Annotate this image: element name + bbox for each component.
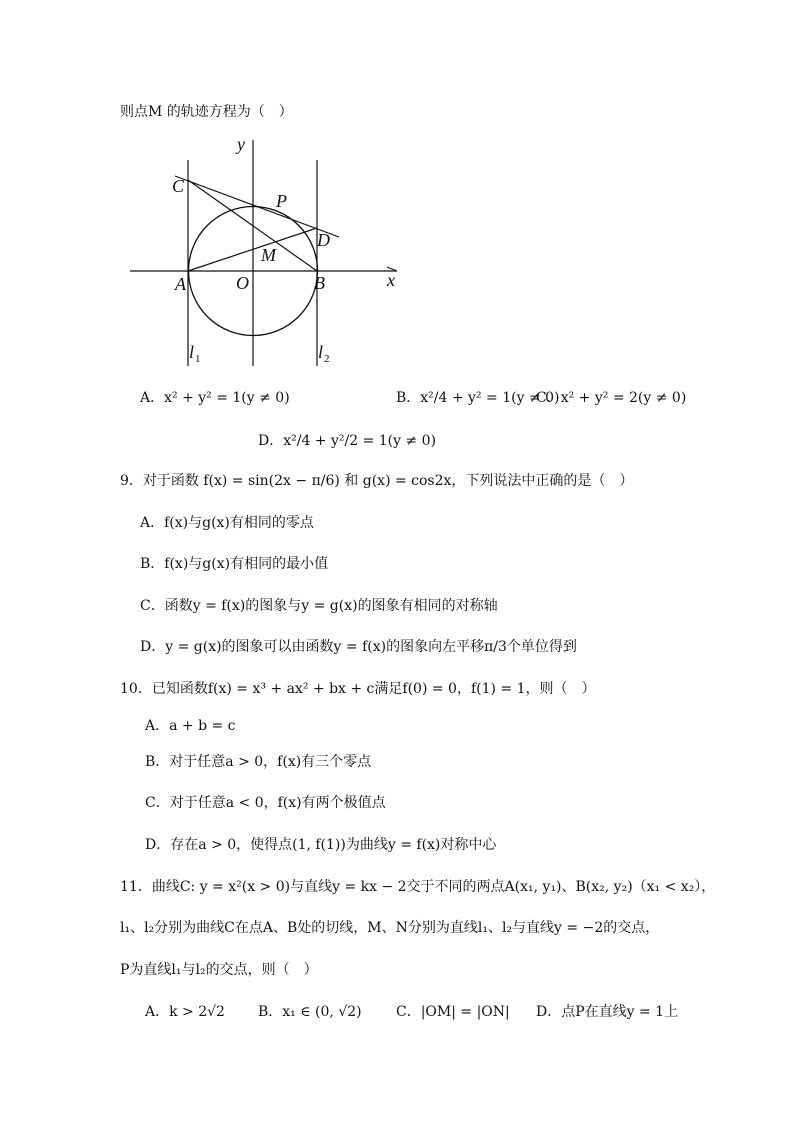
q9-option-d: D．y = g(x)的图象可以由函数y = f(x)的图象向左平移π/3个单位得到 <box>140 639 577 655</box>
label-d: D <box>317 230 330 250</box>
q8-option-d: D．x²/4 + y²/2 = 1(y ≠ 0) <box>258 433 437 449</box>
label-l1-sub: 1 <box>195 353 201 365</box>
q11-option-b: B．x₁ ∈ (0, √2) <box>258 1004 362 1020</box>
q11-option-a: A．k > 2√2 <box>145 1004 225 1020</box>
q9-stem: 9．对于函数 f(x) = sin(2x − π/6) 和 g(x) = cos2x，下列说法中正确的是（ ） <box>120 473 634 489</box>
q9-option-c: C．函数y = f(x)的图象与y = g(x)的图象有相同的对称轴 <box>140 598 498 614</box>
q10-option-a: A．a + b = c <box>145 718 236 734</box>
q10-option-b: B．对于任意a > 0，f(x)有三个零点 <box>145 754 372 770</box>
label-o: O <box>236 273 249 293</box>
label-c: C <box>172 176 185 196</box>
label-l2: l <box>318 342 324 362</box>
q10-stem: 10．已知函数f(x) = x³ + ax² + bx + c满足f(0) = 0，f(1) = 1，则（ ） <box>120 681 596 697</box>
q10-option-c: C．对于任意a < 0，f(x)有两个极值点 <box>145 795 386 811</box>
q11-stem-line3: P为直线l₁与l₂的交点，则（ ） <box>120 962 318 978</box>
q11-option-d: D．点P在直线y = 1上 <box>536 1004 679 1020</box>
q9-option-b: B．f(x)与g(x)有相同的最小值 <box>140 556 329 572</box>
label-p: P <box>276 191 287 211</box>
label-l1: l <box>189 342 195 362</box>
label-b: B <box>314 273 325 293</box>
label-l2-sub: 2 <box>324 353 330 365</box>
q8-stem-tail: 则点M 的轨迹方程为（ ） <box>120 104 293 120</box>
q11-stem-line1: 11．曲线C: y = x²(x > 0)与直线y = kx − 2交于不同的两点A(x₁, y₁)、B(x₂, y₂)（x₁ < x₂）， <box>120 879 716 895</box>
circle-tangent-figure <box>125 130 415 375</box>
label-y: y <box>237 134 245 154</box>
tangent-line-cd <box>175 176 339 237</box>
q10-option-d: D．存在a > 0，使得点(1, f(1))为曲线y = f(x)对称中心 <box>145 837 497 853</box>
q8-option-a: A．x² + y² = 1(y ≠ 0) <box>140 390 290 406</box>
q11-option-c: C．|OM| = |ON| <box>396 1004 510 1020</box>
q11-stem-line2: l₁、l₂分别为曲线C在点A、B处的切线，M、N分别为直线l₁、l₂与直线y = −2的交点， <box>120 920 660 936</box>
label-a: A <box>175 274 186 294</box>
label-m: M <box>261 245 276 265</box>
q8-option-b: B．x²/4 + y² = 1(y ≠ 0) <box>396 390 560 406</box>
q9-option-a: A．f(x)与g(x)有相同的零点 <box>140 515 314 531</box>
label-x: x <box>387 270 395 290</box>
q8-option-c: C．x² + y² = 2(y ≠ 0) <box>536 390 687 406</box>
